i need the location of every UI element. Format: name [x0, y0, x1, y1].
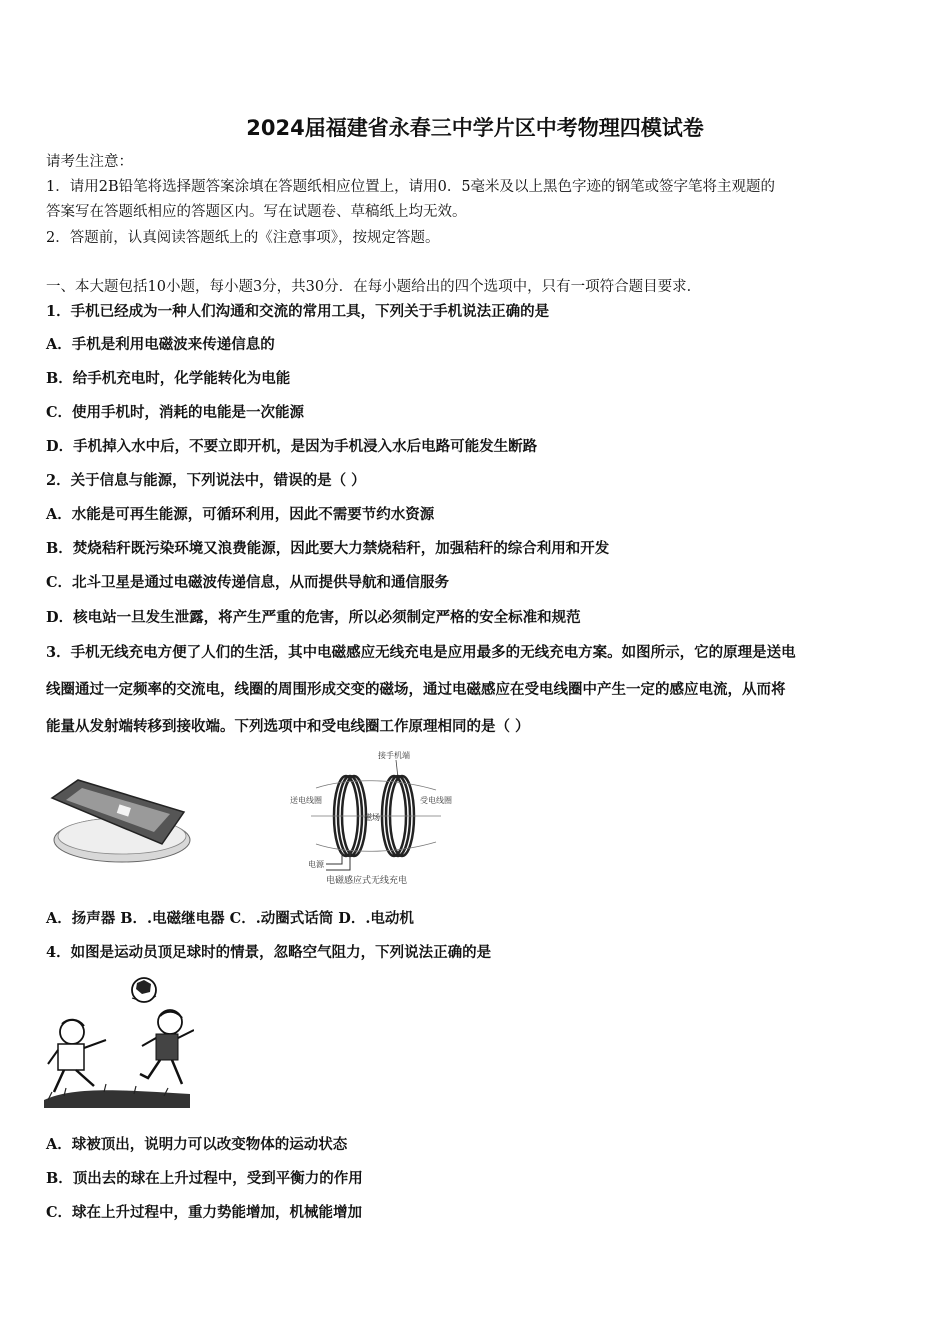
q2-option-a: A．水能是可再生能源，可循环利用，因此不需要节约水资源: [46, 506, 435, 523]
q3-stem-line-3: 能量从发射端转移到接收端。下列选项中和受电线圈工作原理相同的是（ ）: [46, 718, 530, 735]
notice-heading: 请考生注意：: [46, 154, 133, 170]
q3-options: A．扬声器 B．.电磁继电器 C．.动圈式话筒 D．.电动机: [46, 910, 414, 927]
q4-stem: 4．如图是运动员顶足球时的情景，忽略空气阻力，下列说法正确的是: [46, 944, 492, 961]
q4-option-a: A．球被顶出，说明力可以改变物体的运动状态: [46, 1136, 348, 1153]
wireless-charging-coils-figure: [286, 748, 456, 888]
coil-label-send: 送电线圈: [290, 796, 322, 805]
q2-option-d: D．核电站一旦发生泄露，将产生严重的危害，所以必须制定严格的安全标准和规范: [46, 609, 581, 626]
section-1-instructions: 一、本大题包括10小题，每小题3分，共30分．在每小题给出的四个选项中，只有一项符合题目要求．: [46, 279, 702, 295]
q3-stem-line-1: 3．手机无线充电方便了人们的生活，其中电磁感应无线充电是应用最多的无线充电方案。如图所示，它的原理是送电: [46, 644, 796, 661]
page-title: 2024届福建省永春三中学片区中考物理四模试卷: [246, 116, 704, 140]
phone-charging-figure: [44, 770, 194, 870]
q2-option-c: C．北斗卫星是通过电磁波传递信息，从而提供导航和通信服务: [46, 574, 450, 591]
notice-item-1-line-1: 1．请用2B铅笔将选择题答案涂填在答题纸相应位置上，请用0．5毫米及以上黑色字迹的钢笔或签字笔将主观题的: [46, 179, 776, 195]
coil-label-source: 电源: [308, 860, 324, 869]
q2-option-b: B．焚烧秸秆既污染环境又浪费能源，因此要大力禁烧秸秆，加强秸秆的综合利用和开发: [46, 540, 610, 557]
heading-football-figure: [44, 974, 194, 1114]
q1-stem: 1．手机已经成为一种人们沟通和交流的常用工具，下列关于手机说法正确的是: [46, 303, 550, 320]
q1-option-b: B．给手机充电时，化学能转化为电能: [46, 370, 291, 387]
q1-option-d: D．手机掉入水中后，不要立即开机，是因为手机浸入水后电路可能发生断路: [46, 438, 538, 455]
q4-option-c: C．球在上升过程中，重力势能增加，机械能增加: [46, 1204, 363, 1221]
coil-figure-caption: 电磁感应式无线充电: [326, 876, 408, 886]
q2-stem: 2．关于信息与能源，下列说法中，错误的是（ ）: [46, 472, 366, 489]
notice-item-1-line-2: 答案写在答题纸相应的答题区内。写在试题卷、草稿纸上均无效。: [46, 204, 467, 220]
coil-label-receive: 受电线圈: [420, 796, 452, 805]
q1-option-c: C．使用手机时，消耗的电能是一次能源: [46, 404, 305, 421]
notice-item-2: 2．答题前，认真阅读答题纸上的《注意事项》，按规定答题。: [46, 230, 440, 246]
coil-label-field: 磁场: [364, 813, 380, 822]
coil-label-phone-end: 接手机端: [378, 751, 410, 760]
q3-stem-line-2: 线圈通过一定频率的交流电，线圈的周围形成交变的磁场，通过电磁感应在受电线圈中产生一定的感应电流，从而将: [46, 681, 786, 698]
q1-option-a: A．手机是利用电磁波来传递信息的: [46, 336, 275, 353]
q4-option-b: B．顶出去的球在上升过程中，受到平衡力的作用: [46, 1170, 363, 1187]
